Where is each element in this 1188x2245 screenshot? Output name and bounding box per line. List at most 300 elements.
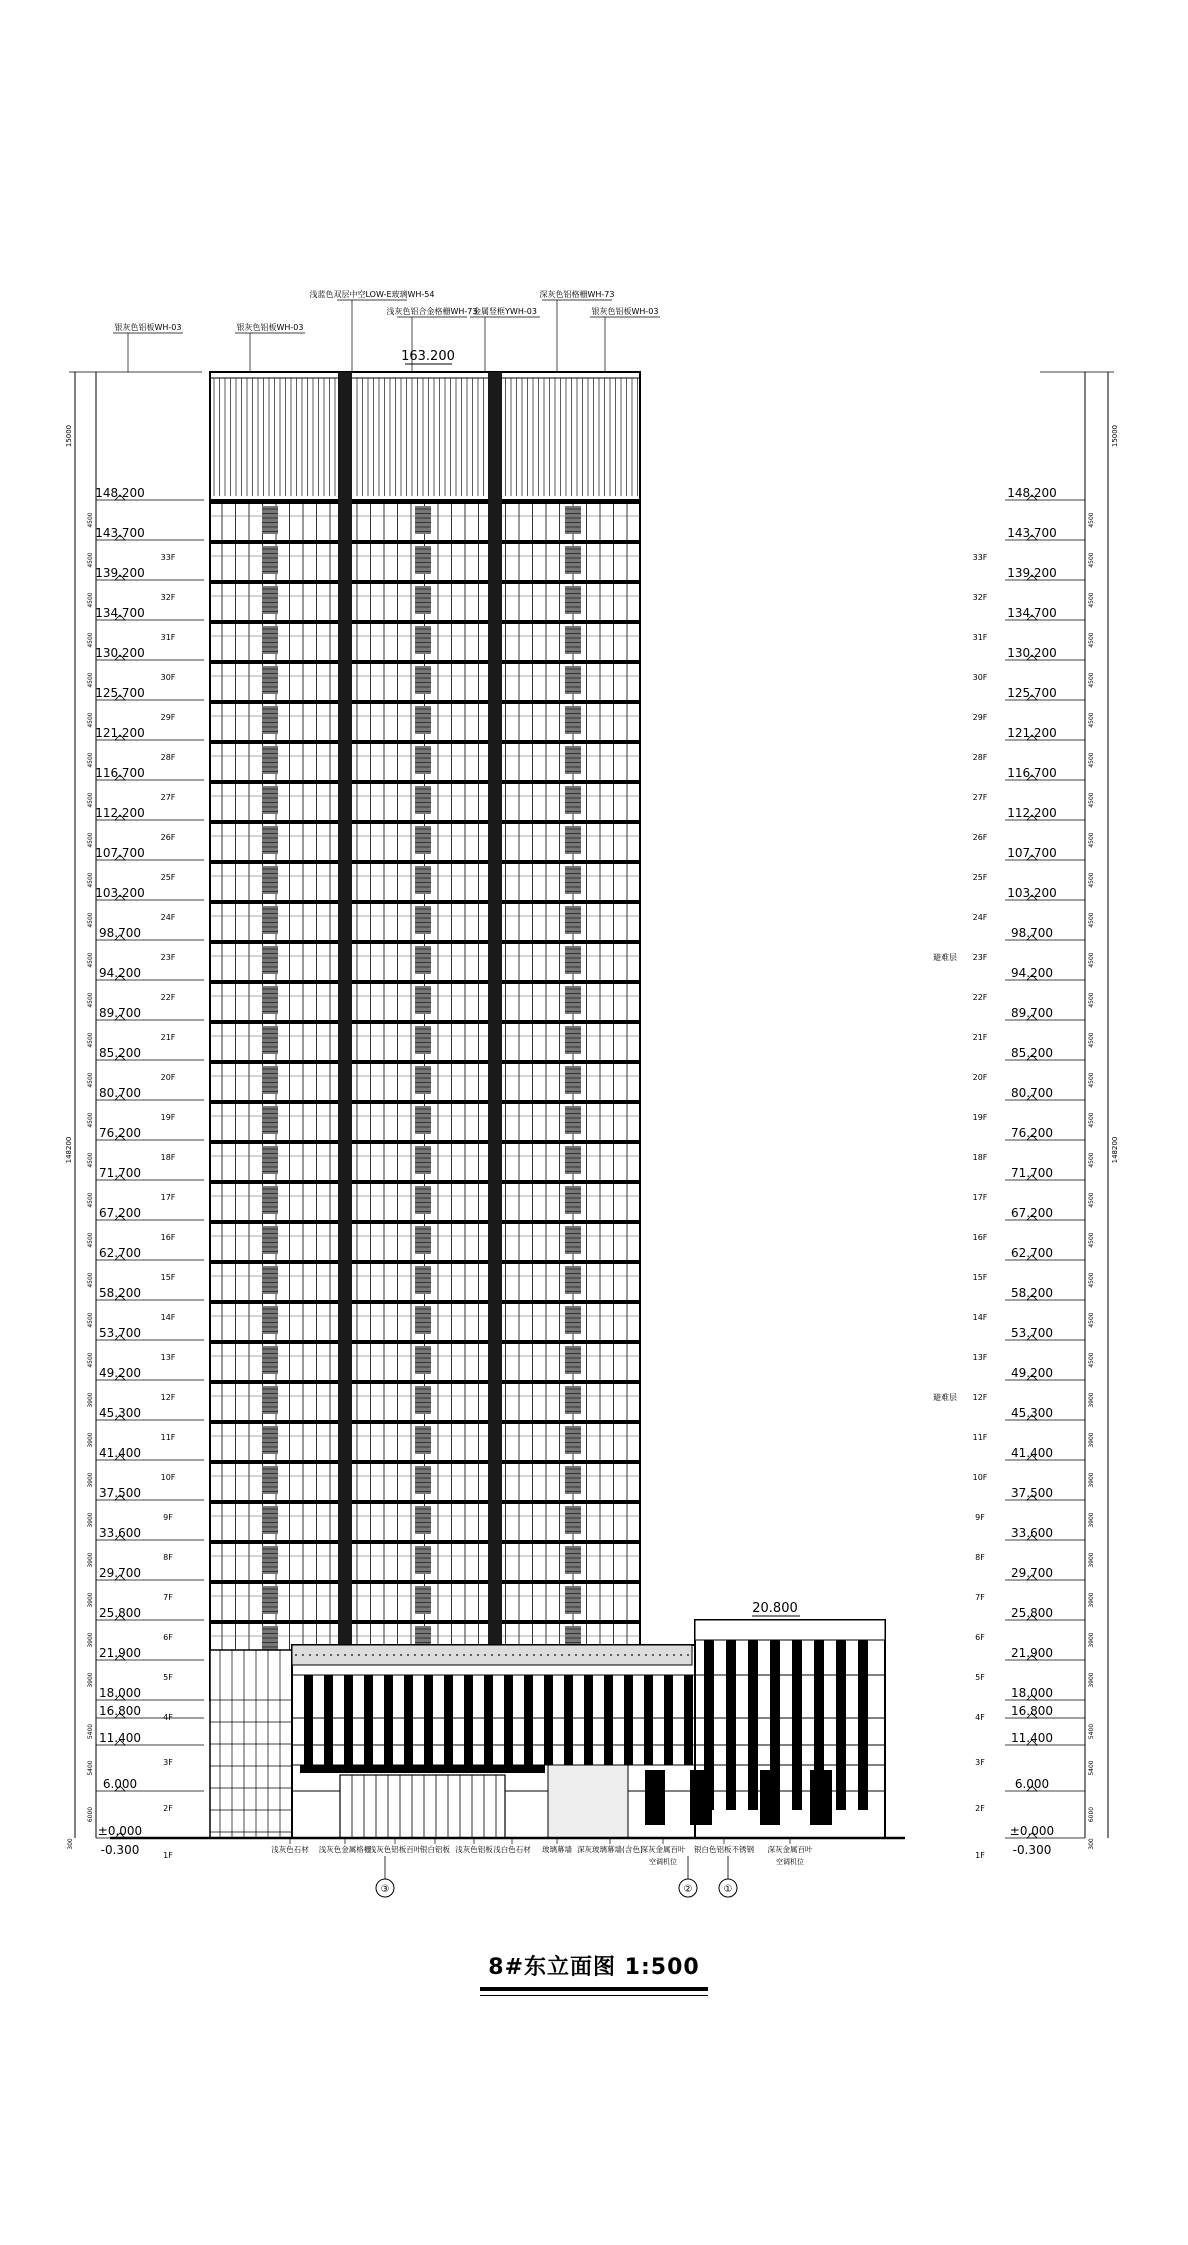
louver-strip — [415, 506, 431, 534]
level-elevation: 25.800 — [99, 1606, 141, 1620]
louver-strip — [262, 1386, 278, 1414]
podium-black-pier — [504, 1675, 513, 1765]
podium-black-pier — [484, 1675, 493, 1765]
louver-strip — [565, 1386, 581, 1414]
level-elevation: 94.200 — [1011, 966, 1053, 980]
floor-height-label: 4500 — [1088, 672, 1095, 688]
stone-texture-dot — [442, 1654, 444, 1656]
podium-black-pier — [726, 1640, 736, 1810]
podium-black-pier — [748, 1640, 758, 1810]
louver-strip — [565, 1226, 581, 1254]
level-elevation: 53.700 — [1011, 1326, 1053, 1340]
vertical-fin — [338, 372, 352, 1645]
level-elevation: 134.700 — [1007, 606, 1057, 620]
refuge-floor-note: 避难层 — [933, 953, 957, 962]
louver-strip — [565, 786, 581, 814]
level-elevation: 148.200 — [95, 486, 145, 500]
level-elevation: 143.700 — [95, 526, 145, 540]
podium-black-pier — [524, 1675, 533, 1765]
podium-elevation-dim: 20.800 — [752, 1601, 798, 1616]
floor-label: 28F — [972, 753, 988, 762]
floor-height-label: 3900 — [87, 1432, 94, 1448]
louver-strip — [415, 786, 431, 814]
floor-height-label: 5400 — [1088, 1723, 1095, 1740]
floor-label: 19F — [972, 1113, 988, 1122]
louver-strip — [415, 1346, 431, 1374]
podium-black-pier — [424, 1675, 433, 1765]
level-elevation: ±0.000 — [1009, 1824, 1055, 1838]
louver-strip — [565, 1466, 581, 1494]
floor-height-label: 4500 — [1088, 632, 1095, 648]
louver-strip — [565, 546, 581, 574]
floor-label: 12F — [160, 1393, 176, 1402]
floor-height-label: 6000 — [87, 1806, 94, 1823]
louver-strip — [262, 506, 278, 534]
stone-texture-dot — [575, 1654, 577, 1656]
stone-texture-dot — [449, 1654, 451, 1656]
bottom-material-label: 深灰玻璃幕墙(含色) — [577, 1845, 643, 1854]
level-elevation: 76.200 — [99, 1126, 141, 1140]
floor-label: 10F — [160, 1473, 176, 1482]
stone-texture-dot — [414, 1654, 416, 1656]
floor-label: 15F — [972, 1273, 988, 1282]
louver-strip — [262, 946, 278, 974]
stone-texture-dot — [484, 1654, 486, 1656]
stone-texture-dot — [407, 1654, 409, 1656]
louver-strip — [262, 746, 278, 774]
floor-height-label: 4500 — [87, 1072, 94, 1088]
louver-strip — [262, 986, 278, 1014]
floor-label: 8F — [163, 1553, 173, 1562]
outdoor-level-label: -0.300 — [1012, 1843, 1052, 1857]
louver-strip — [565, 906, 581, 934]
podium-black-pier — [664, 1675, 673, 1765]
drawing-title-block — [0, 1950, 1188, 1991]
louver-strip — [415, 1506, 431, 1534]
floor-label: 24F — [160, 913, 176, 922]
louver-strip — [565, 626, 581, 654]
floor-label: 25F — [160, 873, 176, 882]
louver-strip — [262, 1106, 278, 1134]
bottom-material-label: 银白色铝板不锈钢 — [694, 1845, 754, 1854]
stone-texture-dot — [470, 1654, 472, 1656]
stone-texture-dot — [491, 1654, 493, 1656]
stone-texture-dot — [610, 1654, 612, 1656]
louver-strip — [565, 946, 581, 974]
level-elevation: 116.700 — [1007, 766, 1057, 780]
floor-height-label: 4500 — [87, 1312, 94, 1328]
louver-strip — [415, 1106, 431, 1134]
floor-height-label: 6000 — [1088, 1806, 1095, 1823]
floor-label: 16F — [972, 1233, 988, 1242]
floor-label: 21F — [160, 1033, 176, 1042]
floor-height-label: 3900 — [1088, 1552, 1095, 1568]
stone-texture-dot — [505, 1654, 507, 1656]
top-elevation-dim: 163.200 — [401, 349, 455, 364]
level-elevation: 125.700 — [95, 686, 145, 700]
floor-label: 29F — [160, 713, 176, 722]
stone-texture-dot — [526, 1654, 528, 1656]
floor-height-label: 3900 — [1088, 1632, 1095, 1648]
floor-label: 13F — [972, 1353, 988, 1362]
total-height-label: 148200 — [65, 1136, 73, 1164]
louver-strip — [262, 586, 278, 614]
podium-black-pier — [836, 1640, 846, 1810]
louver-strip — [415, 1426, 431, 1454]
louver-strip — [262, 1026, 278, 1054]
podium-black-panel — [760, 1770, 780, 1825]
floor-slab-band — [210, 1380, 640, 1384]
stone-texture-dot — [659, 1654, 661, 1656]
louver-strip — [415, 706, 431, 734]
floor-slab-band — [210, 540, 640, 544]
floor-height-label: 4500 — [87, 552, 94, 568]
stone-texture-dot — [582, 1654, 584, 1656]
level-elevation: 139.200 — [1007, 566, 1057, 580]
floor-slab-band — [210, 980, 640, 984]
level-elevation: 148.200 — [1007, 486, 1057, 500]
floor-label: 20F — [972, 1073, 988, 1082]
stone-texture-dot — [631, 1654, 633, 1656]
level-elevation: 116.700 — [95, 766, 145, 780]
level-elevation: 33.600 — [99, 1526, 141, 1540]
floor-slab-band — [210, 700, 640, 704]
louver-strip — [415, 666, 431, 694]
podium-black-pier — [444, 1675, 453, 1765]
floor-label: 24F — [972, 913, 988, 922]
total-height-label: 148200 — [1111, 1136, 1119, 1164]
floor-label: 14F — [160, 1313, 176, 1322]
top-material-label: 深灰色铝格栅WH-73 — [539, 290, 615, 299]
floor-label: 1F — [163, 1851, 173, 1860]
louver-strip — [262, 906, 278, 934]
floor-slab-band — [210, 1260, 640, 1264]
louver-strip — [415, 1186, 431, 1214]
stone-texture-dot — [589, 1654, 591, 1656]
level-elevation: 37.500 — [1011, 1486, 1053, 1500]
level-elevation: 94.200 — [99, 966, 141, 980]
level-elevation: 49.200 — [99, 1366, 141, 1380]
floor-slab-band — [210, 780, 640, 784]
level-elevation: 25.800 — [1011, 1606, 1053, 1620]
stone-texture-dot — [379, 1654, 381, 1656]
floor-height-label: 4500 — [1088, 512, 1095, 528]
level-elevation: 18.000 — [1011, 1686, 1053, 1700]
floor-slab-band — [210, 620, 640, 624]
level-elevation: 89.700 — [99, 1006, 141, 1020]
floor-slab-band — [210, 860, 640, 864]
louver-strip — [262, 1146, 278, 1174]
louver-strip — [415, 986, 431, 1014]
level-elevation: 85.200 — [99, 1046, 141, 1060]
louver-strip — [262, 626, 278, 654]
podium-black-pier — [792, 1640, 802, 1810]
podium-black-pier — [584, 1675, 593, 1765]
level-elevation: 45.300 — [99, 1406, 141, 1420]
level-elevation: 134.700 — [95, 606, 145, 620]
stone-texture-dot — [372, 1654, 374, 1656]
outdoor-offset-label: 300 — [1088, 1838, 1095, 1850]
floor-label: 33F — [160, 553, 176, 562]
floor-slab-band — [210, 740, 640, 744]
stone-texture-dot — [687, 1654, 689, 1656]
floor-label: 18F — [160, 1153, 176, 1162]
level-elevation: 62.700 — [99, 1246, 141, 1260]
floor-height-label: 4500 — [87, 592, 94, 608]
stone-texture-dot — [512, 1654, 514, 1656]
stone-texture-dot — [568, 1654, 570, 1656]
podium-black-panel — [645, 1770, 665, 1825]
floor-height-label: 4500 — [87, 992, 94, 1008]
floor-height-label: 4500 — [1088, 1232, 1095, 1248]
louver-strip — [415, 866, 431, 894]
floor-height-label: 4500 — [87, 952, 94, 968]
stone-texture-dot — [624, 1654, 626, 1656]
level-elevation: 11.400 — [99, 1731, 141, 1745]
louver-strip — [262, 1306, 278, 1334]
floor-height-label: 4500 — [1088, 1312, 1095, 1328]
louver-strip — [415, 1586, 431, 1614]
level-elevation: 37.500 — [99, 1486, 141, 1500]
level-elevation: 33.600 — [1011, 1526, 1053, 1540]
level-elevation: 71.700 — [1011, 1166, 1053, 1180]
floor-height-label: 3900 — [87, 1472, 94, 1488]
louver-strip — [565, 986, 581, 1014]
floor-slab-band — [210, 580, 640, 584]
entrance-doors — [340, 1775, 505, 1838]
floor-height-label: 3900 — [1088, 1512, 1095, 1528]
floor-slab-band — [210, 1460, 640, 1464]
louver-strip — [415, 1226, 431, 1254]
floor-height-label: 3900 — [87, 1392, 94, 1408]
floor-label: 21F — [972, 1033, 988, 1042]
stone-texture-dot — [617, 1654, 619, 1656]
bottom-material-label: 玻璃幕墙 — [542, 1845, 572, 1854]
louver-strip — [415, 1386, 431, 1414]
level-elevation: 98.700 — [99, 926, 141, 940]
level-elevation: 29.700 — [1011, 1566, 1053, 1580]
bottom-material-sublabel: 空调机位 — [776, 1858, 804, 1866]
floor-height-label: 4500 — [87, 1272, 94, 1288]
floor-slab-band — [210, 1420, 640, 1424]
stone-texture-dot — [680, 1654, 682, 1656]
floor-label: 4F — [163, 1713, 173, 1722]
level-elevation: 98.700 — [1011, 926, 1053, 940]
floor-height-label: 4500 — [1088, 912, 1095, 928]
floor-label: 14F — [972, 1313, 988, 1322]
floor-height-label: 4500 — [1088, 712, 1095, 728]
floor-height-label: 4500 — [87, 752, 94, 768]
floor-height-label: 5400 — [1088, 1760, 1095, 1776]
floor-height-label: 3900 — [1088, 1472, 1095, 1488]
floor-slab-band — [210, 1140, 640, 1144]
floor-label: 7F — [163, 1593, 173, 1602]
floor-height-label: 3900 — [87, 1592, 94, 1608]
level-elevation: 67.200 — [1011, 1206, 1053, 1220]
louver-strip — [262, 826, 278, 854]
entrance-canopy — [300, 1765, 545, 1773]
floor-label: 3F — [975, 1758, 985, 1767]
podium-black-pier — [604, 1675, 613, 1765]
floor-height-label: 3900 — [1088, 1432, 1095, 1448]
floor-slab-band — [210, 500, 640, 504]
floor-height-label: 4500 — [87, 872, 94, 888]
bottom-material-label: 深灰金属百叶 — [767, 1845, 813, 1854]
level-elevation: 41.400 — [99, 1446, 141, 1460]
floor-slab-band — [210, 1500, 640, 1504]
parapet-height-label: 15000 — [65, 424, 73, 448]
level-elevation: 103.200 — [95, 886, 145, 900]
louver-strip — [565, 706, 581, 734]
floor-height-label: 4500 — [1088, 592, 1095, 608]
stone-texture-dot — [330, 1654, 332, 1656]
level-elevation: 6.000 — [1014, 1777, 1050, 1791]
louver-strip — [565, 1026, 581, 1054]
floor-height-label: 5400 — [87, 1723, 94, 1740]
stone-texture-dot — [386, 1654, 388, 1656]
louver-strip — [565, 826, 581, 854]
stone-texture-dot — [344, 1654, 346, 1656]
floor-label: 4F — [975, 1713, 985, 1722]
level-elevation: 16.800 — [1011, 1704, 1053, 1718]
louver-strip — [565, 1186, 581, 1214]
floor-slab-band — [210, 1620, 640, 1624]
floor-label: 2F — [163, 1804, 173, 1813]
stone-texture-dot — [540, 1654, 542, 1656]
top-material-label: 浅蓝色双层中空LOW-E玻璃WH-54 — [309, 290, 435, 299]
level-elevation: 107.700 — [1007, 846, 1057, 860]
floor-height-label: 4500 — [87, 712, 94, 728]
level-elevation: 18.000 — [99, 1686, 141, 1700]
louver-strip — [415, 746, 431, 774]
floor-slab-band — [210, 1220, 640, 1224]
podium-black-pier — [564, 1675, 573, 1765]
vertical-fin — [488, 372, 502, 1645]
stone-texture-dot — [603, 1654, 605, 1656]
louver-strip — [565, 666, 581, 694]
floor-label: 5F — [975, 1673, 985, 1682]
stone-texture-dot — [351, 1654, 353, 1656]
level-elevation: ±0.000 — [97, 1824, 143, 1838]
floor-label: 26F — [972, 833, 988, 842]
floor-slab-band — [210, 940, 640, 944]
podium-black-pier — [544, 1675, 553, 1765]
floor-height-label: 3900 — [1088, 1592, 1095, 1608]
floor-label: 7F — [975, 1593, 985, 1602]
stone-texture-dot — [421, 1654, 423, 1656]
stone-texture-dot — [337, 1654, 339, 1656]
podium-black-pier — [858, 1640, 868, 1810]
floor-label: 22F — [972, 993, 988, 1002]
floor-label: 2F — [975, 1804, 985, 1813]
stone-texture-dot — [463, 1654, 465, 1656]
stone-texture-dot — [673, 1654, 675, 1656]
floor-height-label: 4500 — [87, 1192, 94, 1208]
section-marker-label: ③ — [380, 1884, 390, 1895]
podium-black-pier — [324, 1675, 333, 1765]
floor-label: 13F — [160, 1353, 176, 1362]
level-elevation: 76.200 — [1011, 1126, 1053, 1140]
floor-height-label: 3900 — [87, 1632, 94, 1648]
podium-black-pier — [464, 1675, 473, 1765]
floor-height-label: 4500 — [1088, 872, 1095, 888]
floor-label: 33F — [972, 553, 988, 562]
floor-label: 28F — [160, 753, 176, 762]
floor-height-label: 3900 — [1088, 1672, 1095, 1688]
floor-height-label: 4500 — [1088, 992, 1095, 1008]
stone-texture-dot — [323, 1654, 325, 1656]
louver-strip — [565, 1546, 581, 1574]
level-elevation: 21.900 — [99, 1646, 141, 1660]
stone-texture-dot — [645, 1654, 647, 1656]
podium-black-panel — [690, 1770, 712, 1825]
refuge-floor-note: 避难层 — [933, 1393, 957, 1402]
level-elevation: 80.700 — [99, 1086, 141, 1100]
left-level-annotations — [65, 372, 204, 1860]
level-elevation: 16.800 — [99, 1704, 141, 1718]
floor-label: 16F — [160, 1233, 176, 1242]
level-elevation: 89.700 — [1011, 1006, 1053, 1020]
level-elevation: 112.200 — [1007, 806, 1057, 820]
podium-black-pier — [404, 1675, 413, 1765]
louver-strip — [415, 626, 431, 654]
louver-strip — [415, 546, 431, 574]
level-elevation: 11.400 — [1011, 1731, 1053, 1745]
floor-label: 25F — [972, 873, 988, 882]
floor-label: 6F — [163, 1633, 173, 1642]
parapet-height-label: 15000 — [1111, 424, 1119, 448]
level-elevation: 130.200 — [1007, 646, 1057, 660]
floor-label: 26F — [160, 833, 176, 842]
floor-label: 17F — [972, 1193, 988, 1202]
drawing-title: 8#东立面图 1:500 — [480, 1950, 707, 1991]
floor-label: 31F — [160, 633, 176, 642]
louver-strip — [415, 906, 431, 934]
louver-strip — [262, 1586, 278, 1614]
floor-height-label: 4500 — [1088, 752, 1095, 768]
louver-strip — [565, 1146, 581, 1174]
floor-height-label: 4500 — [87, 1352, 94, 1368]
podium-black-pier — [644, 1675, 653, 1765]
louver-strip — [415, 1146, 431, 1174]
bottom-material-label: 浅灰色石材 — [271, 1845, 309, 1854]
level-elevation: 112.200 — [95, 806, 145, 820]
floor-height-label: 4500 — [1088, 1272, 1095, 1288]
top-material-label: 银灰色铝板WH-03 — [591, 307, 659, 316]
bottom-material-label: 银白铝板 — [420, 1845, 450, 1854]
level-elevation: 130.200 — [95, 646, 145, 660]
bottom-material-label: 浅灰色金属格栅 — [318, 1845, 372, 1854]
louver-strip — [565, 1066, 581, 1094]
floor-label: 6F — [975, 1633, 985, 1642]
louver-strip — [262, 666, 278, 694]
outdoor-level-label: -0.300 — [100, 1843, 140, 1857]
floor-height-label: 4500 — [1088, 792, 1095, 808]
level-elevation: 45.300 — [1011, 1406, 1053, 1420]
stone-texture-dot — [295, 1654, 297, 1656]
floor-height-label: 4500 — [87, 1232, 94, 1248]
level-elevation: 71.700 — [99, 1166, 141, 1180]
floor-slab-band — [210, 820, 640, 824]
louver-strip — [262, 1066, 278, 1094]
stone-texture-dot — [554, 1654, 556, 1656]
louver-strip — [415, 1266, 431, 1294]
level-elevation: 6.000 — [102, 1777, 138, 1791]
stone-texture-dot — [561, 1654, 563, 1656]
floor-label: 10F — [972, 1473, 988, 1482]
louver-strip — [565, 586, 581, 614]
louver-strip — [415, 946, 431, 974]
